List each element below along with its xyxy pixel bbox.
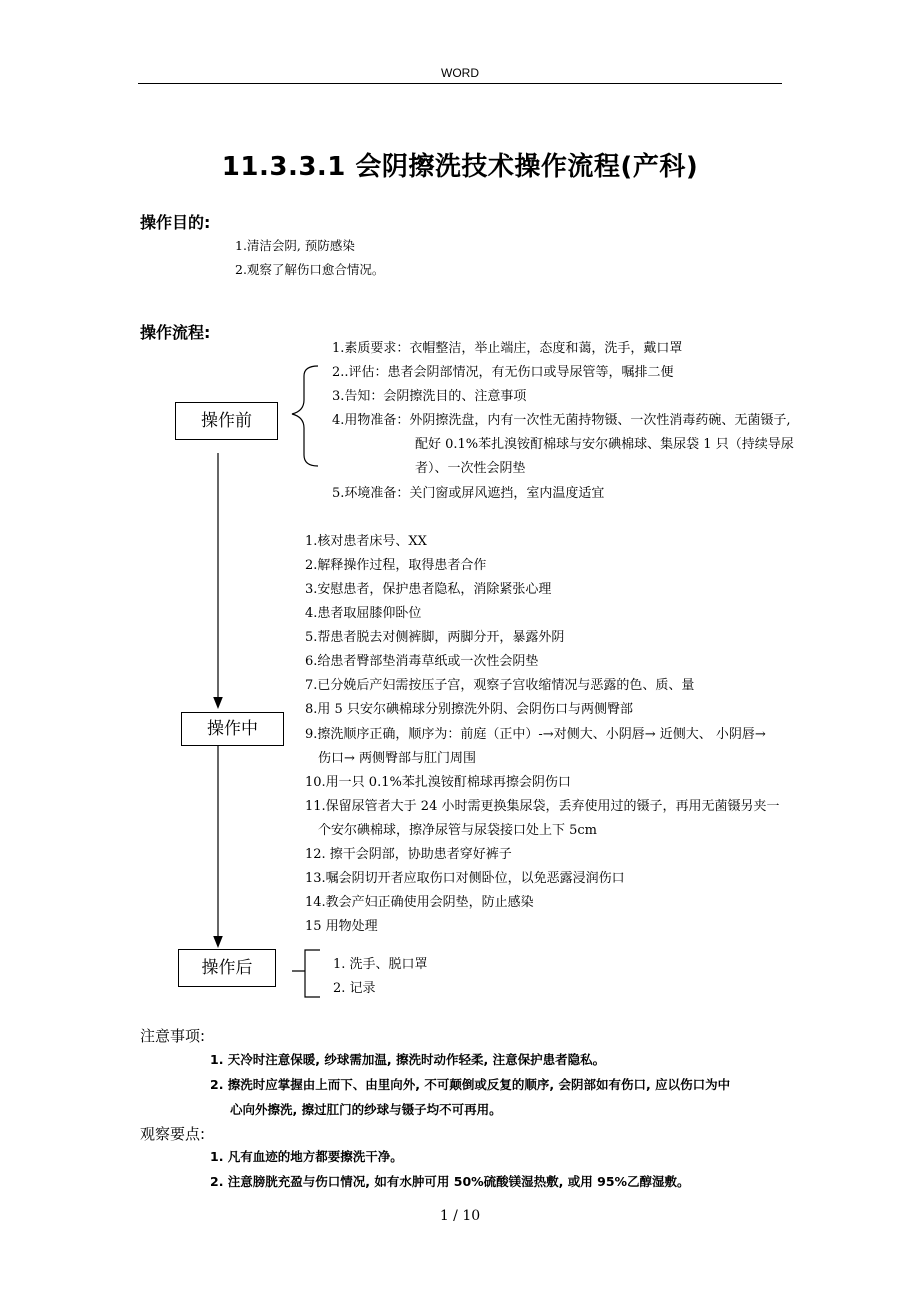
precaution-item: 心向外擦洗, 擦过肛门的纱球与镊子均不可再用。	[230, 1102, 502, 1117]
after-box: 操作后	[178, 949, 276, 987]
during-item: 个安尔碘棉球，擦净尿管与尿袋接口处上下 5cm	[318, 823, 598, 838]
precautions-heading: 注意事项:	[140, 1027, 206, 1045]
during-item: 10.用一只 0.1%苯扎溴铵酊棉球再擦会阴伤口	[305, 775, 571, 790]
before-item: 配好 0.1%苯扎溴铵酊棉球与安尔碘棉球、集尿袋 1 只（持续导尿	[415, 437, 794, 452]
after-item: 1. 洗手、脱口罩	[333, 957, 428, 972]
observation-heading: 观察要点:	[140, 1125, 206, 1143]
before-brace	[292, 366, 318, 466]
observation-item: 2. 注意膀胱充盈与伤口情况, 如有水肿可用 50%硫酸镁湿热敷, 或用 95%乙醇湿敷。	[210, 1174, 690, 1189]
during-item: 12. 擦干会阴部，协助患者穿好裤子	[305, 847, 512, 862]
after-bracket	[292, 950, 320, 997]
during-item: 4.患者取屈膝仰卧位	[305, 606, 422, 621]
during-box: 操作中	[181, 712, 284, 746]
before-item: 1.素质要求：衣帽整洁，举止端庄，态度和蔼，洗手，戴口罩	[332, 341, 683, 356]
during-item: 9.擦洗顺序正确，顺序为：前庭（正中）-→对侧大、小阴唇→ 近侧大、 小阴唇→	[305, 727, 766, 742]
during-item: 15 用物处理	[305, 919, 378, 934]
page-header: WORD	[441, 66, 479, 80]
precaution-item: 1. 天冷时注意保暖, 纱球需加温, 擦洗时动作轻柔, 注意保护患者隐私。	[210, 1052, 606, 1067]
purpose-heading: 操作目的:	[140, 213, 211, 232]
after-item: 2. 记录	[333, 981, 376, 996]
process-heading: 操作流程:	[140, 323, 211, 342]
before-item: 3.告知：会阴擦洗目的、注意事项	[332, 389, 527, 404]
during-item: 6.给患者臀部垫消毒草纸或一次性会阴垫	[305, 654, 539, 669]
purpose-item: 2.观察了解伤口愈合情况。	[235, 262, 385, 277]
before-item: 者）、一次性会阴垫	[415, 461, 526, 476]
during-item: 11.保留尿管者大于 24 小时需更换集尿袋，丢弃使用过的镊子，再用无菌镊另夹一	[305, 799, 780, 814]
during-item: 8.用 5 只安尔碘棉球分别擦洗外阴、会阴伤口与两侧臀部	[305, 702, 633, 717]
before-item: 2..评估：患者会阴部情况，有无伤口或导尿管等，嘱排二便	[332, 365, 674, 380]
observation-item: 1. 凡有血迹的地方都要擦洗干净。	[210, 1149, 403, 1164]
page-number: 1 / 10	[439, 1208, 481, 1224]
during-item: 3.安慰患者，保护患者隐私，消除紧张心理	[305, 582, 552, 597]
purpose-item: 1.清洁会阴, 预防感染	[235, 238, 355, 253]
before-item: 4.用物准备：外阴擦洗盘，内有一次性无菌持物镊、一次性消毒药碗、无菌镊子,	[332, 413, 791, 428]
precaution-item: 2. 擦洗时应掌握由上而下、由里向外, 不可颠倒或反复的顺序, 会阴部如有伤口, 应以伤口为中	[210, 1077, 731, 1092]
during-item: 13.嘱会阴切开者应取伤口对侧卧位，以免恶露浸润伤口	[305, 871, 625, 886]
during-item: 14.教会产妇正确使用会阴垫，防止感染	[305, 895, 534, 910]
before-box: 操作前	[175, 402, 278, 440]
during-item: 2.解释操作过程，取得患者合作	[305, 558, 487, 573]
before-item: 5.环境准备：关门窗或屏风遮挡，室内温度适宜	[332, 486, 605, 501]
during-item: 5.帮患者脱去对侧裤脚，两脚分开，暴露外阴	[305, 630, 565, 645]
during-item: 7.已分娩后产妇需按压子宫，观察子宫收缩情况与恶露的色、质、量	[305, 678, 695, 693]
document-title: 11.3.3.1 会阴擦洗技术操作流程(产科)	[221, 152, 699, 182]
during-item: 伤口→ 两侧臀部与肛门周围	[318, 751, 477, 766]
during-item: 1.核对患者床号、XX	[305, 534, 427, 549]
